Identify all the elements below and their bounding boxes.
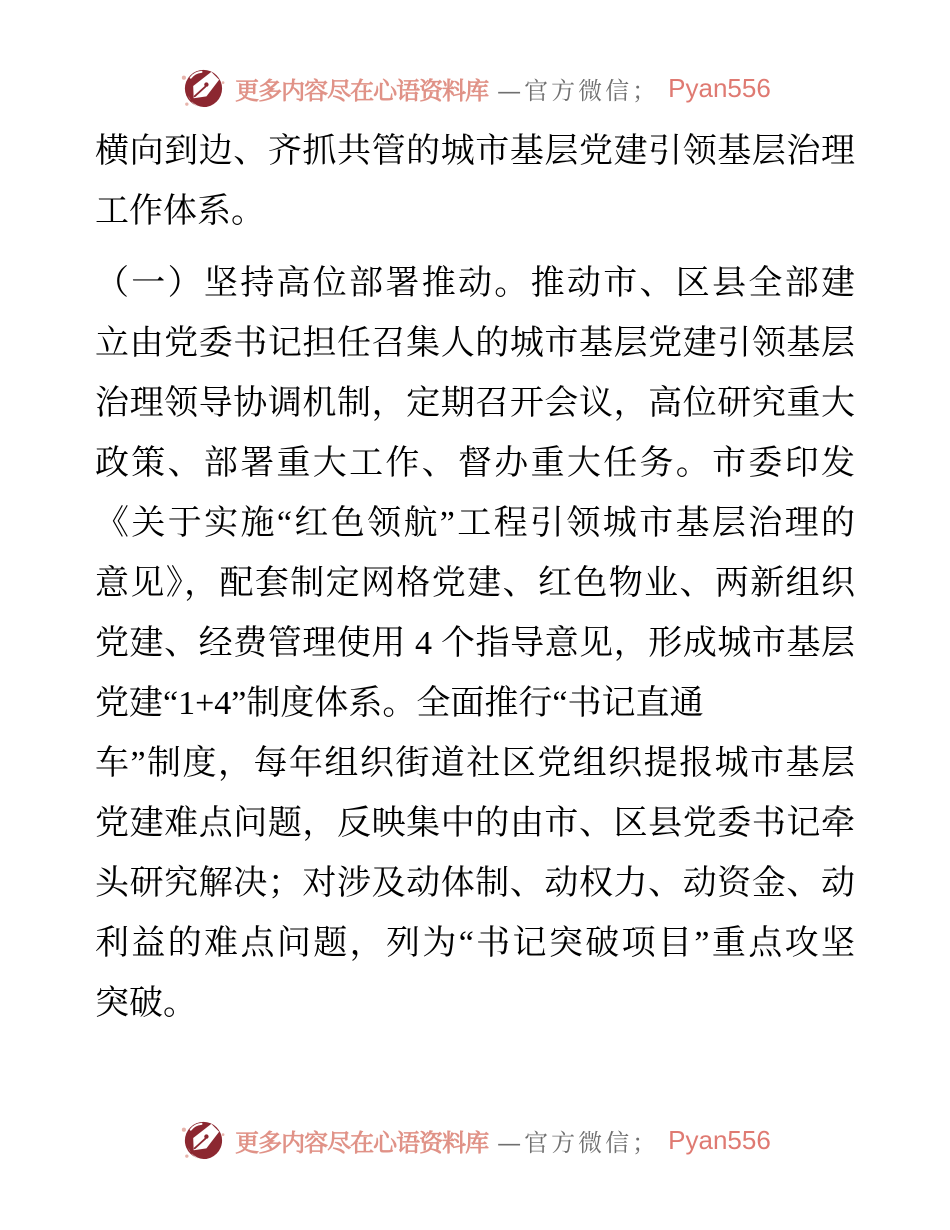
text-line: 突破。 <box>95 985 197 1022</box>
text-line: 治理领导协调机制，定期召开会议，高位研究重大 <box>95 385 855 422</box>
pen-logo-icon <box>179 1117 226 1164</box>
text-line: 头研究解决；对涉及动体制、动权力、动资金、动 <box>95 865 855 902</box>
text-line: 立由党委书记担任召集人的城市基层党建引领基层 <box>95 325 855 362</box>
watermark-brand-text: 更多内容尽在心语资料库 <box>235 1130 489 1157</box>
watermark-wechat-label: —官方微信； <box>497 76 660 105</box>
text-line: 政策、部署重大工作、督办重大任务。市委印发 <box>95 445 855 482</box>
text-line: 党建“1+4”制度体系。全面推行“书记直通 <box>95 685 704 722</box>
pen-logo-icon <box>179 65 226 112</box>
watermark-wechat-id: Pyan556 <box>668 1124 771 1155</box>
text-line: 车”制度，每年组织街道社区党组织提报城市基层 <box>95 745 855 782</box>
watermark-header <box>0 0 950 114</box>
watermark-brand-text: 更多内容尽在心语资料库 <box>235 78 489 105</box>
text-line: 意见》，配套制定网格党建、红色物业、两新组织 <box>95 565 855 602</box>
watermark-wechat-id: Pyan556 <box>668 72 771 103</box>
paragraph <box>95 122 855 242</box>
text-line: 《关于实施“红色领航”工程引领城市基层治理的 <box>95 505 855 542</box>
watermark-footer <box>0 1114 950 1166</box>
text-line: 党建、经费管理使用 4 个指导意见，形成城市基层 <box>95 625 855 662</box>
paragraph <box>95 254 855 1034</box>
text-line: 横向到边、齐抓共管的城市基层党建引领基层治理 <box>95 133 855 170</box>
document-body <box>95 122 855 1034</box>
text-line: 工作体系。 <box>95 193 265 230</box>
text-line: （一）坚持高位部署推动。推动市、区县全部建 <box>95 265 855 302</box>
watermark-wechat-label: —官方微信； <box>497 1128 660 1157</box>
text-line: 利益的难点问题，列为“书记突破项目”重点攻坚 <box>95 925 855 962</box>
text-line: 党建难点问题，反映集中的由市、区县党委书记牵 <box>95 805 855 842</box>
